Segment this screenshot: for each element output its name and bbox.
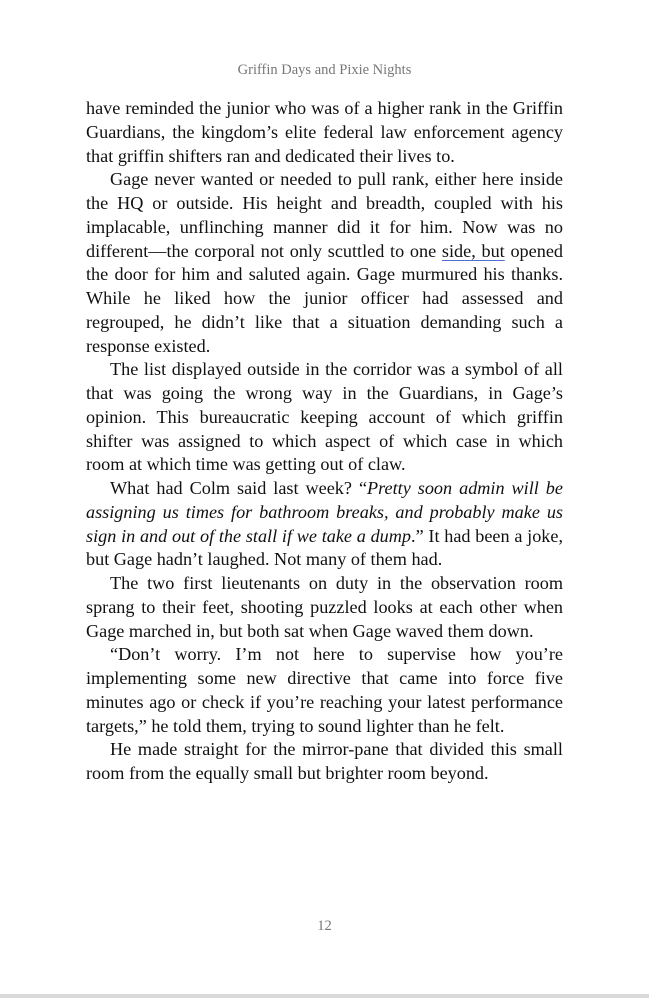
- grammar-flagged-text[interactable]: side, but: [441, 240, 505, 261]
- page-number: 12: [317, 918, 332, 934]
- paragraph-4: [86, 477, 563, 572]
- running-header: Griffin Days and Pixie Nights: [237, 62, 412, 78]
- paragraph-2: [86, 168, 563, 358]
- paragraph-4-text-a: What had Colm said last week? “: [110, 478, 368, 498]
- paragraph-7: He made straight for the mirror-pane that divided this small room from the equally small but brighter room beyond.: [86, 739, 563, 783]
- page-bottom-edge: [0, 994, 649, 998]
- paragraph-3: The list displayed outside in the corridor was a symbol of all that was going the wrong way in the Guardians, in Gage’s opinion. This bureaucratic keeping account of which griffin shifter was assigned to which aspect of which case in which room at which time was getting out of claw.: [86, 359, 563, 475]
- paragraph-1: have reminded the junior who was of a higher rank in the Griffin Guardians, the kingdom’s elite federal law enforcement agency that griffin shifters ran and dedicated their lives to.: [86, 98, 563, 166]
- paragraph-4-quote: Pretty soon admin will be assigning us times for bathroom breaks, and probably make us sign in and out of the stall if we take a dump: [86, 478, 563, 546]
- paragraph-5: The two first lieutenants on duty in the observation room sprang to their feet, shooting puzzled looks at each other when Gage marched in, but both sat when Gage waved them down.: [86, 573, 563, 641]
- body-text: [86, 97, 563, 786]
- paragraph-2-text-a: Gage never wanted or needed to pull rank, either here inside the HQ or outside. His height and breadth, coupled with his implacable, unflinching manner did it for him. Now was no different—the corporal not only scuttled to one: [86, 169, 563, 261]
- paragraph-6: “Don’t worry. I’m not here to supervise how you’re implementing some new directive that came into force five minutes ago or check if you’re reaching your latest performance targets,” he told them, trying to sound lighter than he felt.: [86, 644, 563, 736]
- paragraph-4-text-b: .” It had been a joke, but Gage hadn’t laughed. Not many of them had.: [86, 525, 563, 570]
- paragraph-2-text-b: opened the door for him and saluted again. Gage murmured his thanks. While he liked how the junior officer had assessed and regrouped, he didn’t like that a situation demanding such a response existed.: [86, 240, 563, 356]
